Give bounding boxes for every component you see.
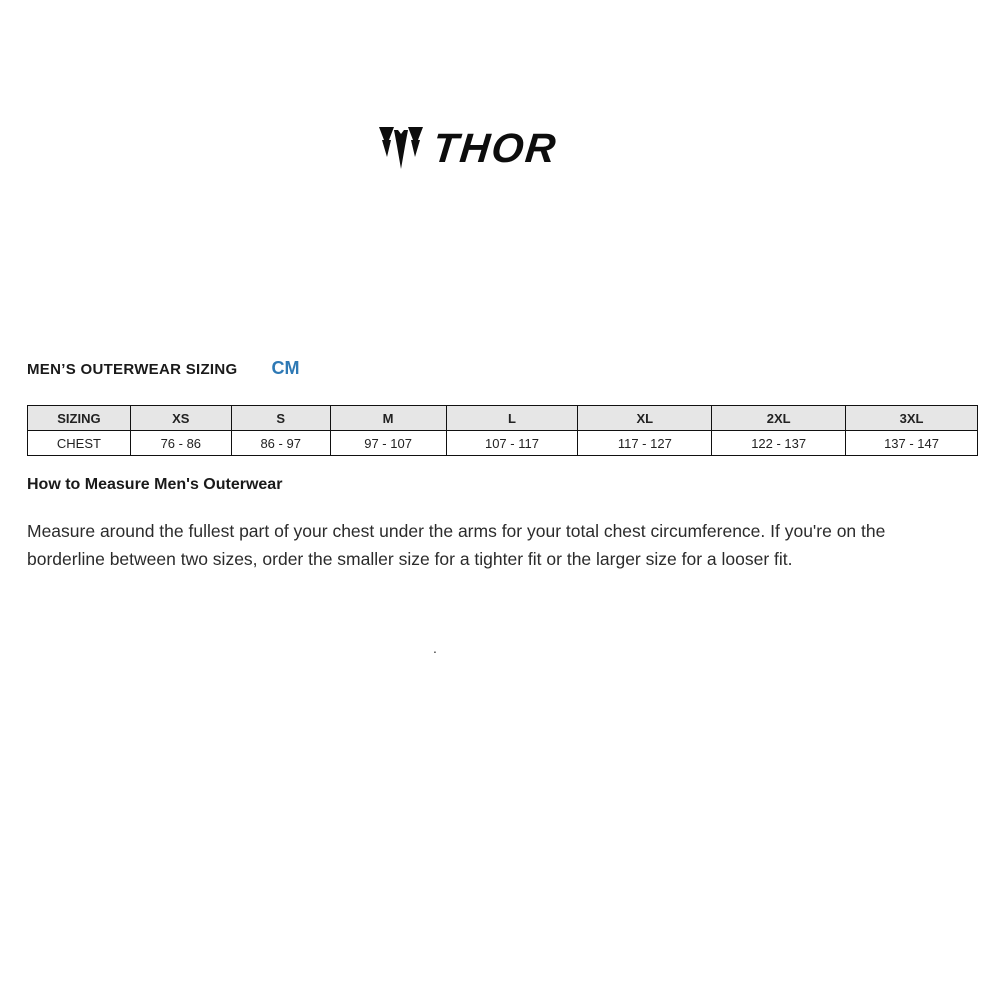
chest-value-m: 97 - 107 bbox=[330, 431, 446, 456]
stray-period: . bbox=[433, 640, 437, 656]
table-header-row bbox=[28, 406, 978, 431]
howto-title: How to Measure Men's Outerwear bbox=[27, 476, 283, 493]
column-header-m: M bbox=[330, 406, 446, 431]
unit-toggle-cm[interactable]: CM bbox=[271, 358, 300, 378]
brand-logo bbox=[378, 124, 563, 172]
chest-value-3xl: 137 - 147 bbox=[846, 431, 978, 456]
chest-value-xs: 76 - 86 bbox=[130, 431, 231, 456]
column-header-xl: XL bbox=[578, 406, 712, 431]
column-header-xs: XS bbox=[130, 406, 231, 431]
row-label-chest: CHEST bbox=[28, 431, 131, 456]
column-header-s: S bbox=[231, 406, 330, 431]
column-header-sizing: SIZING bbox=[28, 406, 131, 431]
sizing-section-header bbox=[27, 358, 300, 379]
brand-wordmark: THOR bbox=[430, 124, 560, 171]
sizing-section-title: MEN’S OUTERWEAR SIZING bbox=[27, 361, 238, 378]
chest-value-s: 86 - 97 bbox=[231, 431, 330, 456]
chest-value-l: 107 - 117 bbox=[446, 431, 578, 456]
sizing-table bbox=[27, 405, 978, 456]
column-header-3xl: 3XL bbox=[846, 406, 978, 431]
sizing-table-container bbox=[27, 405, 978, 456]
chest-value-2xl: 122 - 137 bbox=[712, 431, 846, 456]
column-header-l: L bbox=[446, 406, 578, 431]
howto-body-text: Measure around the fullest part of your chest under the arms for your total chest circumference. If you're on the borderline between two sizes, order the smaller size for a tighter fit or the larger size for a looser fit. bbox=[27, 521, 886, 569]
thor-horns-icon bbox=[378, 124, 424, 172]
chest-value-xl: 117 - 127 bbox=[578, 431, 712, 456]
table-row-chest bbox=[28, 431, 978, 456]
column-header-2xl: 2XL bbox=[712, 406, 846, 431]
